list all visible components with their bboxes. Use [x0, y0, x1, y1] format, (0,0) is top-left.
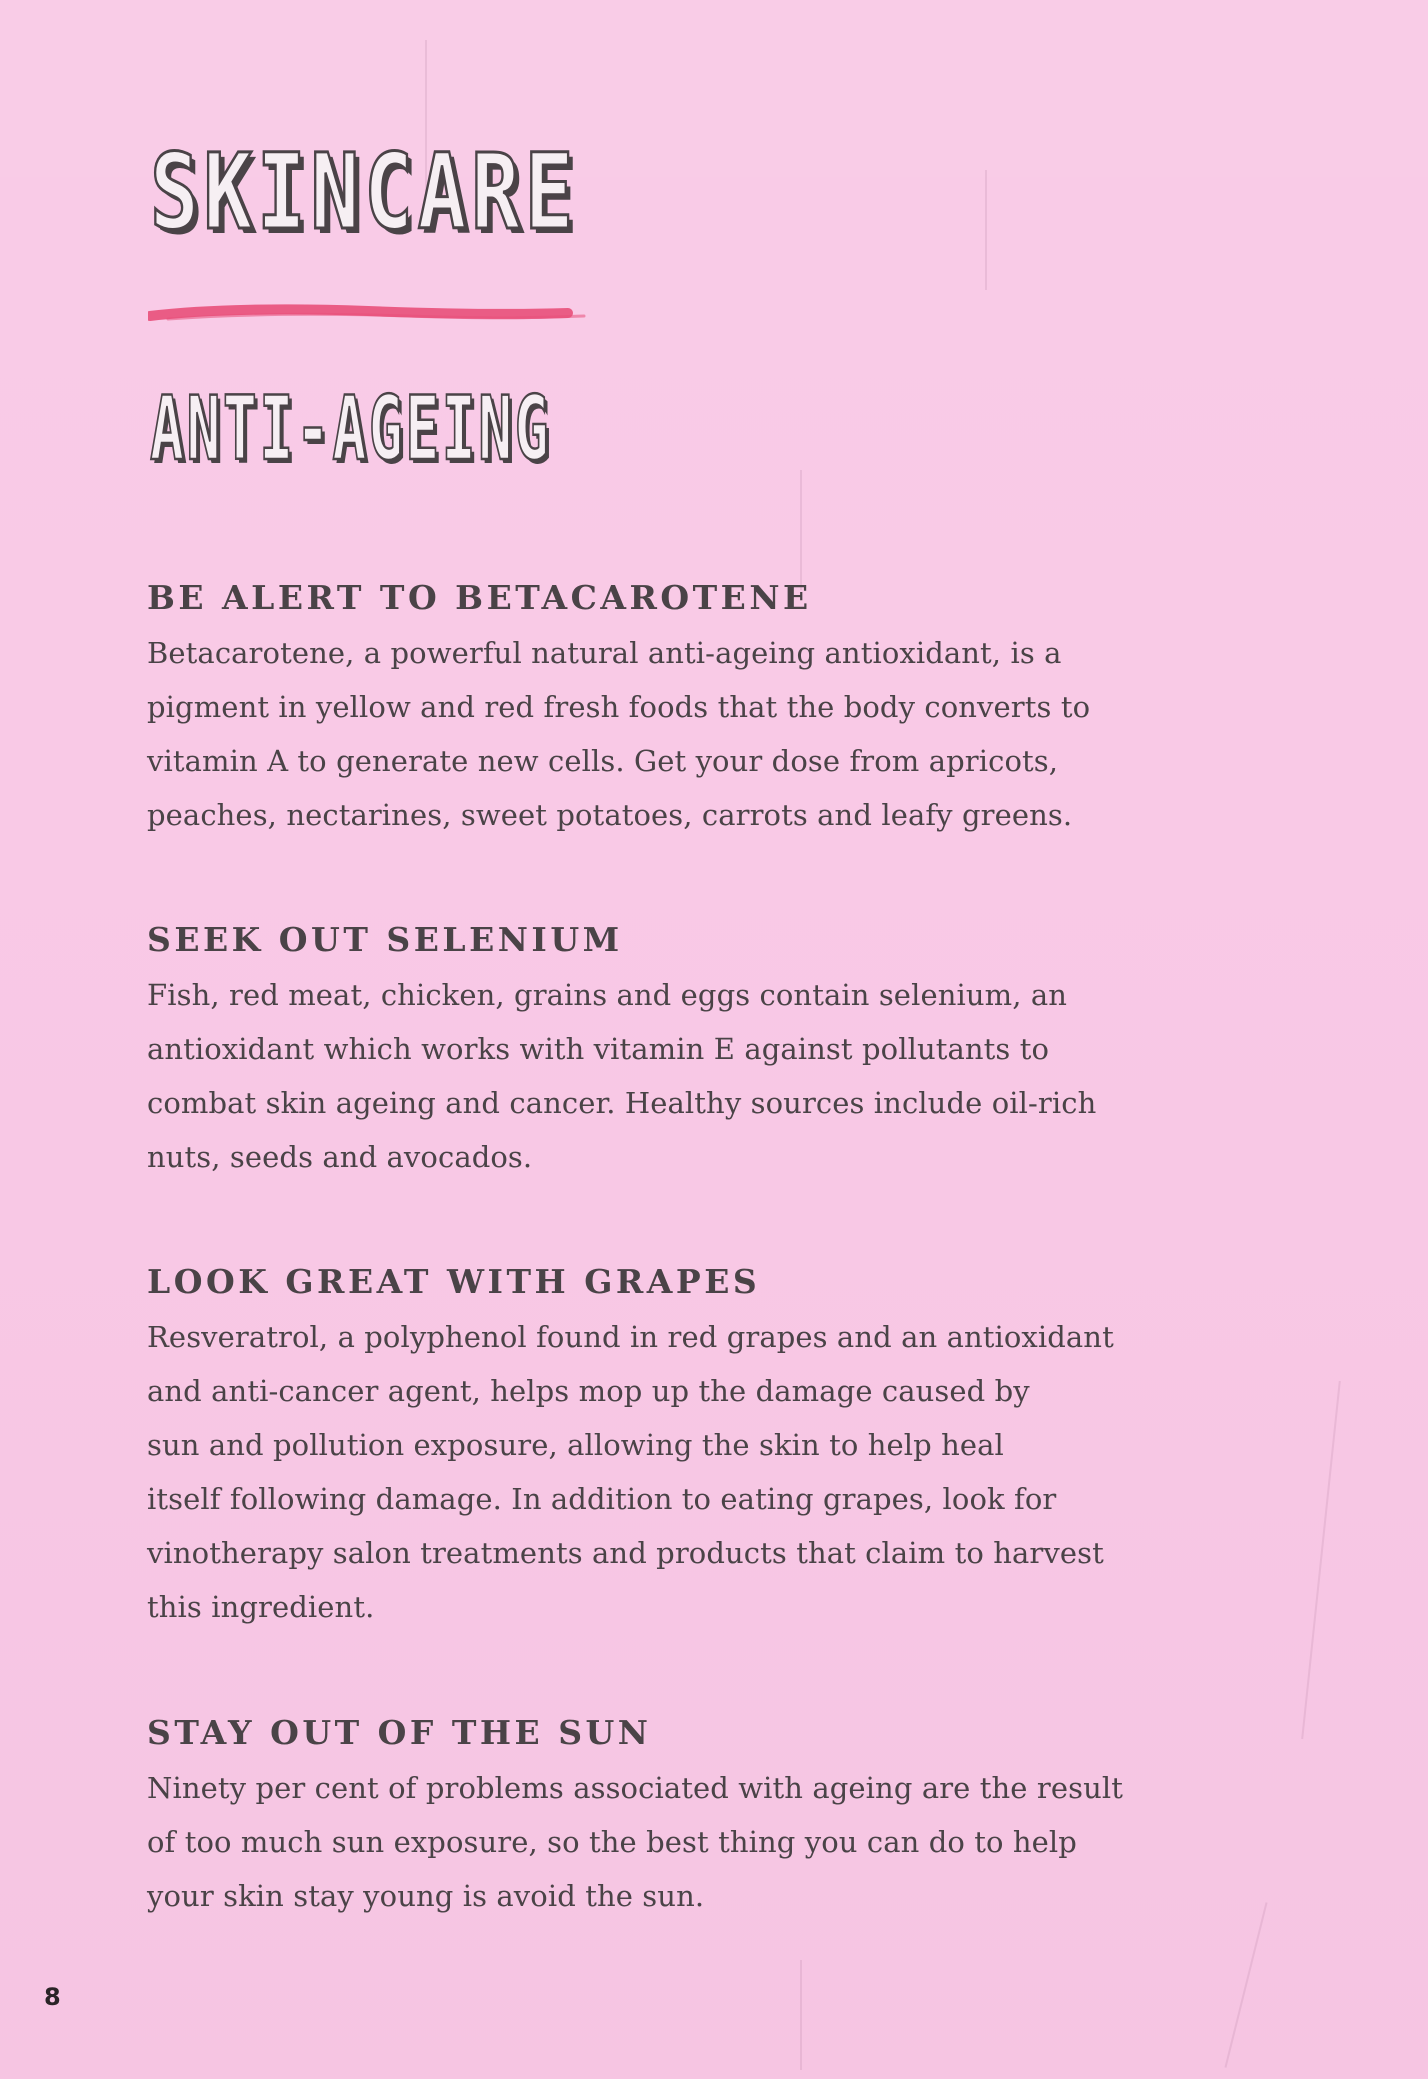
- section-body: Resveratrol, a polyphenol found in red grapes and an antioxidant and anti-cancer agent, helps mop up the damage caused by sun and pollution exposure, allowing the skin to help heal itself following damage. In addition to eating grapes, look for vinotherapy salon treatments and products that claim to harvest this ingredient.: [147, 1319, 1114, 1624]
- section-heading: STAY OUT OF THE SUN: [147, 1713, 652, 1752]
- section-body: Fish, red meat, chicken, grains and eggs contain selenium, an antioxidant which works with vitamin E against pollutants to combat skin ageing and cancer. Healthy sources include oil-rich nuts, seeds and avocados.: [147, 977, 1097, 1174]
- section-body: Ninety per cent of problems associated with ageing are the result of too much sun exposure, so the best thing you can do to help your skin stay young is avoid the sun.: [147, 1770, 1123, 1913]
- section-body: Betacarotene, a powerful natural anti-ageing antioxidant, is a pigment in yellow and red fresh foods that the body converts to vitamin A to generate new cells. Get your dose from apricots, peaches, nectarines, sweet potatoes, carrots and leafy greens.: [147, 635, 1091, 832]
- paper-crease: [985, 170, 987, 290]
- section-sun: [147, 1713, 1287, 1923]
- paper-crease: [800, 1960, 802, 2070]
- paper-crease: [1301, 1381, 1341, 1739]
- paper-crease: [800, 470, 802, 590]
- section-betacarotene: [147, 578, 1287, 842]
- section-heading: LOOK GREAT WITH GRAPES: [147, 1262, 761, 1301]
- section-selenium: [147, 920, 1287, 1184]
- section-heading: BE ALERT TO BETACAROTENE: [147, 578, 812, 617]
- section-heading: SEEK OUT SELENIUM: [147, 920, 623, 959]
- page-title: SKINCARE: [150, 131, 579, 253]
- page-number: 8: [44, 1983, 61, 2011]
- section-grapes: [147, 1262, 1287, 1634]
- brush-stroke-divider: [148, 300, 588, 326]
- paper-crease: [1224, 1902, 1267, 2067]
- page-subtitle: ANTI-AGEING: [150, 377, 552, 480]
